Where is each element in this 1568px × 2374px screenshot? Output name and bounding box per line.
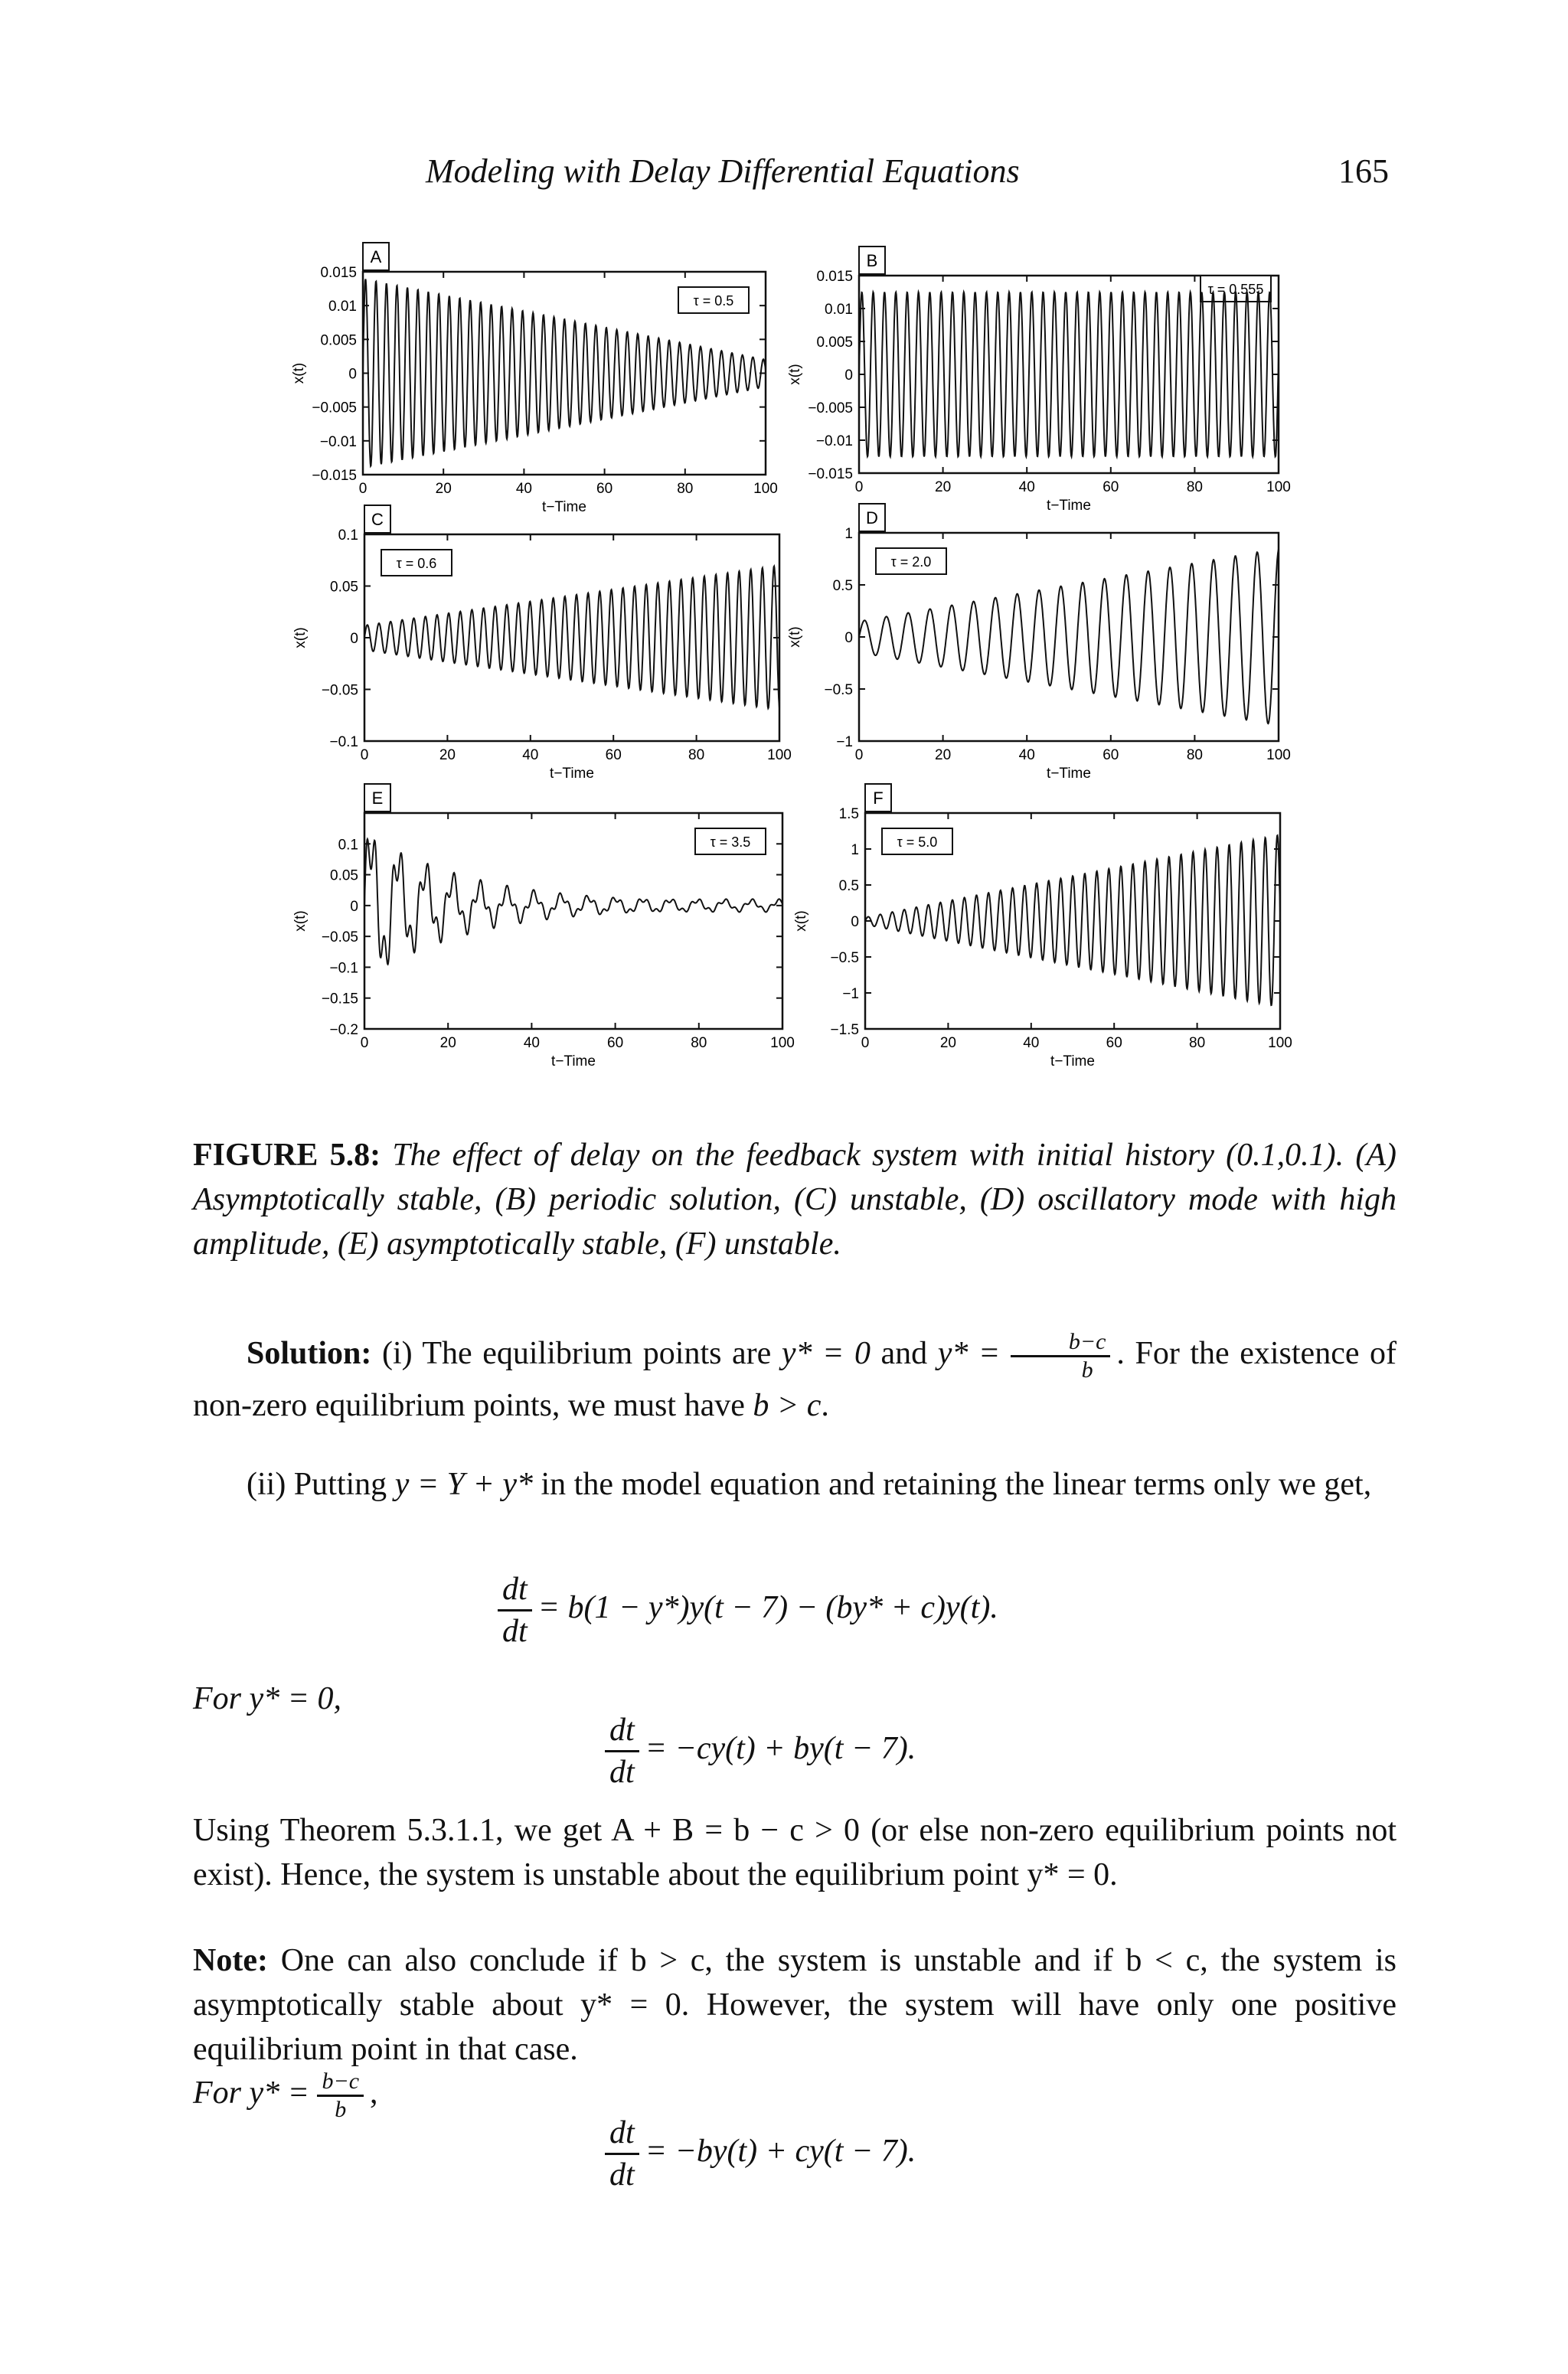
theorem-paragraph — [193, 1808, 1396, 1897]
tau-label: τ = 5.0 — [897, 834, 938, 850]
series-line — [865, 835, 1280, 1005]
y-tick-label: −0.05 — [321, 682, 358, 699]
numerator: b−c — [317, 2069, 364, 2097]
numerator: dt — [498, 1569, 532, 1612]
caption-text: The effect of delay on the feedback system with initial history (0.1,0.1). (A) Asymptotically stable, (B) periodic solution, (C) unstable, (D) oscillatory mode with high amplitude, (E) asymptotically stable, (F) unstable. — [193, 1138, 1397, 1262]
panel-letter-text: F — [873, 789, 884, 808]
panel-letter-text: C — [371, 510, 384, 529]
x-tick-label: 100 — [1266, 479, 1291, 495]
x-tick-label: 60 — [1106, 1035, 1122, 1051]
x-tick-label: 80 — [677, 481, 694, 497]
y-tick-label: −0.5 — [830, 950, 859, 966]
y-tick-label: 0.01 — [328, 299, 357, 315]
panel-B — [787, 247, 1291, 514]
text: in the model equation and retaining the linear terms only we get, — [533, 1467, 1372, 1502]
y-tick-label: 0 — [844, 630, 853, 646]
x-tick-label: 20 — [939, 1035, 956, 1051]
y-tick-label: 0 — [348, 366, 357, 383]
x-tick-label: 80 — [1186, 479, 1203, 495]
numerator: dt — [605, 2113, 639, 2155]
panel-A — [291, 243, 778, 515]
y-tick-label: −0.01 — [319, 433, 357, 450]
x-tick-label: 60 — [1102, 747, 1119, 763]
series-line — [364, 839, 782, 965]
panel-C — [292, 505, 792, 782]
y-tick-label: 0 — [350, 898, 358, 915]
denominator: dt — [609, 2157, 635, 2193]
x-tick-label: 0 — [861, 1035, 870, 1051]
solution-label: Solution: — [247, 1336, 372, 1372]
text: and — [870, 1336, 938, 1372]
numerator: dt — [605, 1710, 639, 1752]
x-tick-label: 0 — [360, 747, 369, 763]
x-tick-label: 40 — [523, 1035, 540, 1051]
math: y* = 0 — [781, 1336, 871, 1372]
x-axis-label: t−Time — [1047, 766, 1091, 782]
x-tick-label: 40 — [522, 747, 539, 763]
text: (ii) Putting — [247, 1467, 395, 1502]
equation-1 — [498, 1569, 998, 1651]
fraction — [605, 1710, 639, 1792]
y-tick-label: 1.5 — [838, 806, 859, 822]
panel-letter-text: A — [370, 247, 382, 266]
denominator: dt — [502, 1614, 528, 1649]
equation-rhs: = −cy(t) + by(t − 7). — [645, 1731, 916, 1767]
y-axis-label: x(t) — [291, 362, 307, 384]
series-line — [859, 549, 1279, 723]
y-tick-label: −0.2 — [329, 1022, 358, 1038]
x-tick-label: 60 — [605, 747, 622, 763]
text: One can also conclude if b > c, the system is unstable and if b < c, the system is asymptotically stable about y* = 0. However, the system will have only one positive equilibrium point in that case. — [193, 1943, 1396, 2067]
tau-label: τ = 2.0 — [890, 554, 932, 570]
x-tick-label: 0 — [358, 481, 368, 497]
x-axis-label: t−Time — [1047, 498, 1091, 514]
y-axis-label: x(t) — [787, 626, 803, 648]
y-tick-label: 0.05 — [330, 579, 358, 596]
text: , — [370, 2075, 378, 2111]
fraction — [1011, 1329, 1111, 1383]
panel-letter — [859, 247, 885, 274]
panel-D — [787, 504, 1291, 782]
x-tick-label: 100 — [1266, 747, 1291, 763]
fraction — [317, 2069, 364, 2123]
y-tick-label: −0.01 — [815, 433, 853, 449]
panel-letter — [865, 784, 891, 811]
panel-letter-text: E — [371, 789, 384, 808]
tau-label: τ = 3.5 — [710, 834, 751, 850]
x-tick-label: 20 — [439, 1035, 456, 1051]
x-tick-label: 60 — [607, 1035, 624, 1051]
series-line — [859, 292, 1279, 457]
x-tick-label: 0 — [854, 479, 864, 495]
denominator: b — [1081, 1357, 1093, 1383]
math: y = Y + y* — [394, 1467, 534, 1502]
math: b > c — [753, 1388, 822, 1423]
y-tick-label: −0.015 — [312, 468, 357, 484]
x-tick-label: 80 — [688, 747, 705, 763]
tau-label: τ = 0.555 — [1207, 282, 1264, 297]
x-tick-label: 100 — [1268, 1035, 1292, 1051]
x-axis-label: t−Time — [1050, 1053, 1095, 1069]
note-label: Note: — [193, 1943, 268, 1978]
y-tick-label: −0.05 — [321, 929, 358, 946]
tau-label: τ = 0.5 — [693, 293, 734, 309]
y-tick-label: −0.5 — [824, 682, 853, 698]
y-tick-label: 0.05 — [330, 867, 358, 884]
y-tick-label: −1 — [842, 986, 859, 1002]
panel-letter — [364, 505, 390, 533]
text: For y* = — [193, 2075, 309, 2111]
y-tick-label: 0.005 — [320, 332, 357, 349]
text: (i) The equilibrium points are — [381, 1336, 782, 1372]
x-tick-label: 80 — [1186, 747, 1203, 763]
x-tick-label: 80 — [1189, 1035, 1206, 1051]
tau-label: τ = 0.6 — [396, 556, 437, 571]
page-number: 165 — [1338, 152, 1389, 190]
fraction — [605, 2113, 639, 2195]
y-tick-label: 0 — [851, 914, 859, 930]
denominator: b — [335, 2097, 347, 2122]
panel-letter — [859, 504, 885, 531]
figure-5-8 — [0, 230, 1568, 1095]
y-tick-label: 0.015 — [320, 265, 357, 281]
y-tick-label: −0.1 — [329, 960, 358, 977]
y-tick-label: −0.015 — [808, 466, 853, 482]
solution-paragraph-2 — [193, 1462, 1396, 1507]
y-tick-label: 0.5 — [832, 578, 853, 594]
y-axis-label: x(t) — [292, 627, 309, 648]
y-tick-label: −0.005 — [312, 400, 357, 416]
running-header — [0, 152, 1568, 198]
x-axis-label: t−Time — [551, 1053, 596, 1069]
y-tick-label: 0.005 — [816, 335, 853, 351]
denominator: dt — [609, 1755, 635, 1790]
y-tick-label: 0.1 — [338, 527, 358, 544]
y-tick-label: 0 — [350, 631, 358, 647]
x-tick-label: 0 — [360, 1035, 369, 1051]
x-tick-label: 60 — [1102, 479, 1119, 495]
x-tick-label: 100 — [770, 1035, 795, 1051]
y-tick-label: 1 — [851, 842, 859, 858]
running-title: Modeling with Delay Differential Equations — [426, 152, 1020, 190]
tau-legend — [381, 550, 452, 576]
y-axis-label: x(t) — [292, 910, 309, 932]
panel-letter — [364, 784, 390, 811]
x-tick-label: 0 — [854, 747, 864, 763]
tau-legend — [876, 548, 946, 574]
y-tick-label: 0.015 — [816, 269, 853, 285]
text: . For the existence of non-zero equilibrium points, we must have — [193, 1336, 1397, 1423]
tau-legend — [678, 287, 749, 313]
x-tick-label: 20 — [439, 747, 456, 763]
x-tick-label: 40 — [1023, 1035, 1040, 1051]
y-tick-label: −0.1 — [329, 734, 358, 750]
panel-letter-text: B — [866, 251, 878, 270]
x-tick-label: 100 — [753, 481, 778, 497]
series-line — [364, 567, 779, 709]
panel-letter-text: D — [866, 508, 878, 527]
x-tick-label: 40 — [515, 481, 532, 497]
panel-E — [292, 784, 795, 1069]
equation-3 — [605, 2113, 916, 2195]
x-axis-label: t−Time — [550, 766, 594, 782]
x-tick-label: 20 — [435, 481, 452, 497]
y-tick-label: 0 — [844, 367, 853, 384]
y-tick-label: −1 — [836, 734, 853, 750]
x-axis-label: t−Time — [542, 499, 586, 515]
x-tick-label: 20 — [935, 747, 952, 763]
x-tick-label: 40 — [1018, 479, 1035, 495]
equation-rhs: = b(1 − y*)y(t − 7) − (by* + c)y(t). — [537, 1590, 998, 1626]
x-tick-label: 60 — [596, 481, 613, 497]
x-tick-label: 100 — [767, 747, 792, 763]
y-tick-label: −1.5 — [830, 1022, 859, 1038]
tau-legend — [882, 828, 952, 854]
text: Using Theorem 5.3.1.1, we get A + B = b − c > 0 (or else non-zero equilibrium points not exist). Hence, the system is unstable about the equilibrium point y* = 0. — [193, 1813, 1396, 1892]
x-tick-label: 20 — [935, 479, 952, 495]
fraction — [498, 1569, 532, 1651]
y-axis-label: x(t) — [793, 910, 809, 932]
figure-caption: FIGURE 5.8: The effect of delay on the feedback system with initial history (0.1,0.1). (A) Asymptotically stable, (B) periodic solution, (C) unstable, (D) oscillatory mode with high amplitude, (E) asymptotically stable, (F) unstable. — [193, 1138, 1397, 1262]
y-tick-label: −0.005 — [808, 400, 853, 416]
note-paragraph — [193, 1938, 1396, 2072]
text: . — [821, 1388, 829, 1423]
numerator: b−c — [1011, 1329, 1111, 1357]
y-tick-label: 0.1 — [338, 837, 358, 854]
figure-label: FIGURE 5.8 — [193, 1138, 371, 1173]
y-tick-label: 0.5 — [838, 878, 859, 894]
solution-paragraph-1 — [193, 1329, 1396, 1428]
x-tick-label: 80 — [691, 1035, 707, 1051]
y-tick-label: 0.01 — [825, 302, 853, 318]
equation-rhs: = −by(t) + cy(t − 7). — [645, 2134, 916, 2170]
math: y* = — [937, 1336, 1001, 1372]
text: For y* = 0, — [193, 1681, 341, 1716]
panel-F — [793, 784, 1292, 1069]
panel-letter — [363, 243, 389, 270]
equation-2 — [605, 1710, 916, 1792]
y-tick-label: 1 — [844, 526, 853, 542]
y-tick-label: −0.15 — [321, 991, 358, 1007]
x-tick-label: 40 — [1018, 747, 1035, 763]
y-axis-label: x(t) — [787, 364, 803, 385]
tau-legend — [695, 828, 766, 854]
